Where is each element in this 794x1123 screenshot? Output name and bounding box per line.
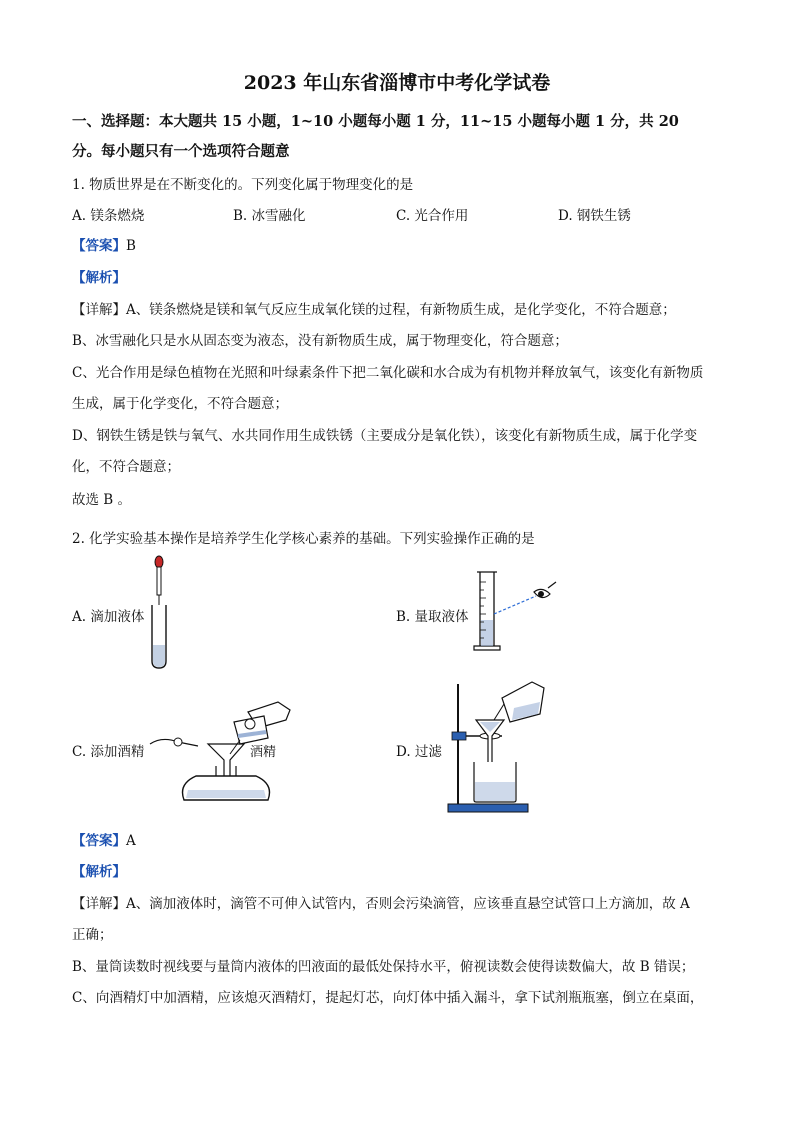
q1-option-b: B. 冰雪融化 xyxy=(233,208,306,224)
q2-analysis xyxy=(72,860,126,880)
q2-option-b: B. 量取液体 xyxy=(396,609,469,625)
q2-answer xyxy=(72,829,136,849)
q1-analysis xyxy=(72,266,126,286)
q1-option-c: C. 光合作用 xyxy=(396,208,469,224)
q2-detail-line: 【详解】A、滴加液体时，滴管不可伸入试管内，否则会污染滴管，应该垂直悬空试管口上方滴加，故 A xyxy=(72,896,690,912)
q1-detail-line: 【详解】A、镁条燃烧是镁和氧气反应生成氧化镁的过程，有新物质生成，是化学变化，不符合题意； xyxy=(72,302,676,318)
q2-option-d: D. 过滤 xyxy=(396,744,442,760)
q2-detail-line: B、量筒读数时视线要与量筒内液体的凹液面的最低处保持水平，俯视读数会使得读数偏大，故 B 错误； xyxy=(72,959,695,975)
q1-stem: 1. 物质世界是在不断变化的。下列变化属于物理变化的是 xyxy=(72,177,414,193)
q1-detail-line: 故选 B 。 xyxy=(72,492,132,508)
page-title: 2023 年山东省淄博市中考化学试卷 xyxy=(243,72,551,94)
q1-answer xyxy=(72,234,136,254)
q1-answer-label: 【答案】 xyxy=(72,238,126,254)
q1-detail-line: B、冰雪融化只是水从固态变为液态，没有新物质生成，属于物理变化，符合题意； xyxy=(72,333,568,349)
q2-detail-line: 正确； xyxy=(72,927,113,943)
q2-stem: 2. 化学实验基本操作是培养学生化学核心素养的基础。下列实验操作正确的是 xyxy=(72,531,535,547)
figure-filtration xyxy=(446,678,550,816)
q2-answer-value: A xyxy=(126,833,136,849)
figure-graduated-cylinder xyxy=(472,570,560,654)
q1-analysis-label: 【解析】 xyxy=(72,270,126,286)
q2-option-a: A. 滴加液体 xyxy=(72,609,145,625)
section-heading-line2: 分。每小题只有一个选项符合题意 xyxy=(72,143,290,160)
q2-answer-label: 【答案】 xyxy=(72,833,126,849)
q1-detail-line: 化，不符合题意； xyxy=(72,459,180,475)
q2-analysis-label: 【解析】 xyxy=(72,864,126,880)
q1-detail-line: 生成，属于化学变化，不符合题意； xyxy=(72,396,288,412)
fig-c-label: 酒精 xyxy=(250,745,277,760)
q1-option-d: D. 钢铁生锈 xyxy=(558,208,631,224)
section-heading-line1: 一、选择题：本大题共 15 小题，1~10 小题每小题 1 分，11~15 小题每小题 1 分，共 20 xyxy=(72,113,679,130)
q2-detail-line: C、向酒精灯中加酒精，应该熄灭酒精灯，提起灯芯，向灯体中插入漏斗，拿下试剂瓶瓶塞，倒立在桌面， xyxy=(72,990,704,1006)
q1-option-a: A. 镁条燃烧 xyxy=(72,208,145,224)
q2-option-c: C. 添加酒精 xyxy=(72,744,145,760)
q1-detail-line: C、光合作用是绿色植物在光照和叶绿素条件下把二氧化碳和水合成为有机物并释放氧气，该变化有新物质 xyxy=(72,365,704,381)
q1-answer-value: B xyxy=(126,238,136,254)
q1-detail-line: D、钢铁生锈是铁与氧气、水共同作用生成铁锈（主要成分是氧化铁），该变化有新物质生成，属于化学变 xyxy=(72,428,698,444)
figure-dropper-test-tube xyxy=(144,555,174,671)
